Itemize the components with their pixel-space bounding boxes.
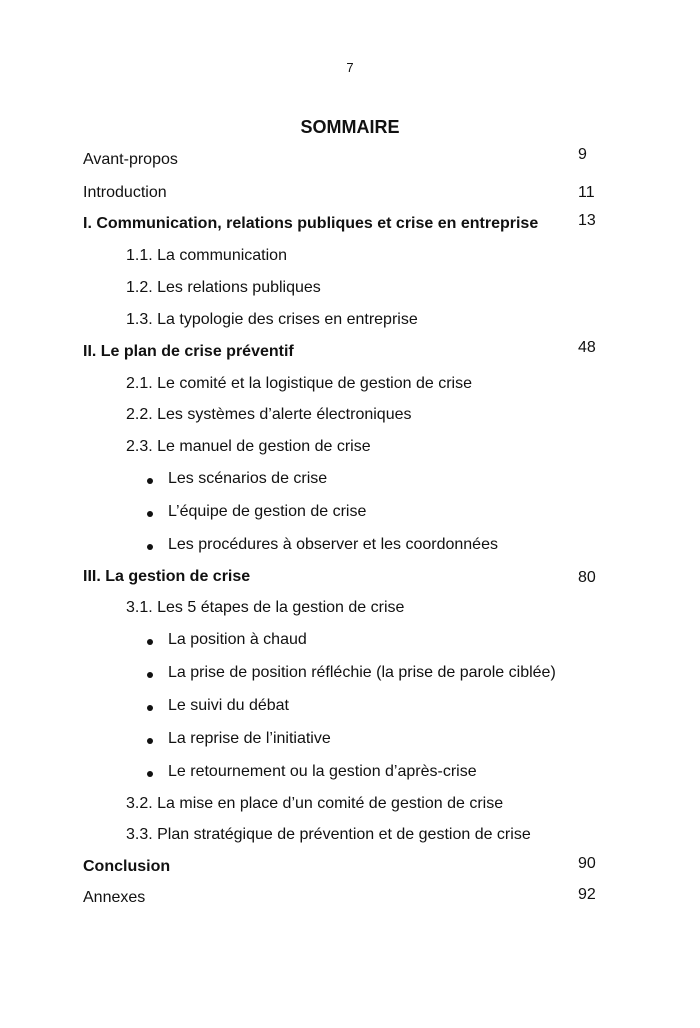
toc-entry-page: 90 bbox=[578, 855, 596, 872]
toc-entry-label: I. Communication, relations publiques et crise en entreprise bbox=[83, 215, 539, 232]
toc-subsection bbox=[0, 247, 700, 271]
toc-section bbox=[0, 184, 700, 208]
toc-section bbox=[0, 212, 700, 239]
toc-entry-label: Conclusion bbox=[83, 858, 171, 875]
toc-entry-label: Le retournement ou la gestion d’après-crise bbox=[168, 763, 477, 780]
toc-entry-label: La reprise de l’initiative bbox=[168, 730, 331, 747]
toc-entry-page: 92 bbox=[578, 886, 596, 903]
document-title: SOMMAIRE bbox=[300, 117, 400, 137]
toc-section bbox=[0, 146, 700, 175]
toc-bullet-item bbox=[0, 730, 700, 754]
toc-subsection bbox=[0, 375, 700, 399]
toc-entry-label: Les procédures à observer et les coordonnées bbox=[168, 536, 498, 553]
toc-entry-label: La prise de position réfléchie (la prise de parole ciblée) bbox=[168, 664, 556, 681]
page-number: 7 bbox=[346, 60, 354, 75]
toc-section bbox=[0, 568, 700, 592]
bullet-icon bbox=[147, 738, 153, 744]
toc-entry-label: L’équipe de gestion de crise bbox=[168, 503, 367, 520]
toc-bullet-item bbox=[0, 536, 700, 560]
toc-subsection bbox=[0, 311, 700, 335]
toc-subsection bbox=[0, 599, 700, 623]
toc-entry-label: Avant-propos bbox=[83, 151, 178, 168]
toc-subsection bbox=[0, 438, 700, 462]
toc-entry-label: Les scénarios de crise bbox=[168, 470, 328, 487]
toc-section bbox=[0, 339, 700, 367]
toc-entry-label: 1.1. La communication bbox=[126, 247, 287, 264]
toc-entry-page: 9 bbox=[578, 146, 587, 163]
toc-bullet-item bbox=[0, 503, 700, 527]
toc-section bbox=[0, 886, 700, 913]
toc-bullet-item bbox=[0, 763, 700, 787]
toc-entry-label: Introduction bbox=[83, 184, 167, 201]
toc-entry-page: 48 bbox=[578, 339, 596, 356]
toc-entry-label: III. La gestion de crise bbox=[83, 568, 251, 585]
toc-entry-label: Le suivi du débat bbox=[168, 697, 289, 714]
toc-bullet-item bbox=[0, 664, 700, 688]
toc-entry-page: 11 bbox=[578, 184, 595, 201]
toc-entry-label: 3.2. La mise en place d’un comité de gestion de crise bbox=[126, 795, 504, 812]
toc-entry-label: 1.3. La typologie des crises en entreprise bbox=[126, 311, 418, 328]
toc-entry-label: 3.3. Plan stratégique de prévention et de gestion de crise bbox=[126, 826, 531, 843]
toc-entry-label: Annexes bbox=[83, 889, 146, 906]
bullet-icon bbox=[147, 705, 153, 711]
bullet-icon bbox=[147, 478, 153, 484]
toc-entry-label: 2.2. Les systèmes d’alerte électroniques bbox=[126, 406, 412, 423]
toc-entry-page: 13 bbox=[578, 212, 596, 229]
bullet-icon bbox=[147, 771, 153, 777]
toc-entry-label: 2.1. Le comité et la logistique de gestion de crise bbox=[126, 375, 472, 392]
toc-bullet-item bbox=[0, 470, 700, 494]
toc-entry-page: 80 bbox=[578, 569, 596, 586]
toc-section bbox=[0, 855, 700, 882]
toc-entry-label: 3.1. Les 5 étapes de la gestion de crise bbox=[126, 599, 405, 616]
toc-subsection bbox=[0, 279, 700, 303]
bullet-icon bbox=[147, 544, 153, 550]
toc-subsection bbox=[0, 406, 700, 430]
toc-subsection bbox=[0, 795, 700, 819]
toc-bullet-item bbox=[0, 697, 700, 721]
bullet-icon bbox=[147, 672, 153, 678]
toc-entry-label: 2.3. Le manuel de gestion de crise bbox=[126, 438, 371, 455]
toc-entry-label: II. Le plan de crise préventif bbox=[83, 343, 294, 360]
bullet-icon bbox=[147, 639, 153, 645]
toc-bullet-item bbox=[0, 631, 700, 655]
toc-entry-label: La position à chaud bbox=[168, 631, 307, 648]
toc-subsection bbox=[0, 826, 700, 850]
toc-entry-label: 1.2. Les relations publiques bbox=[126, 279, 321, 296]
bullet-icon bbox=[147, 511, 153, 517]
